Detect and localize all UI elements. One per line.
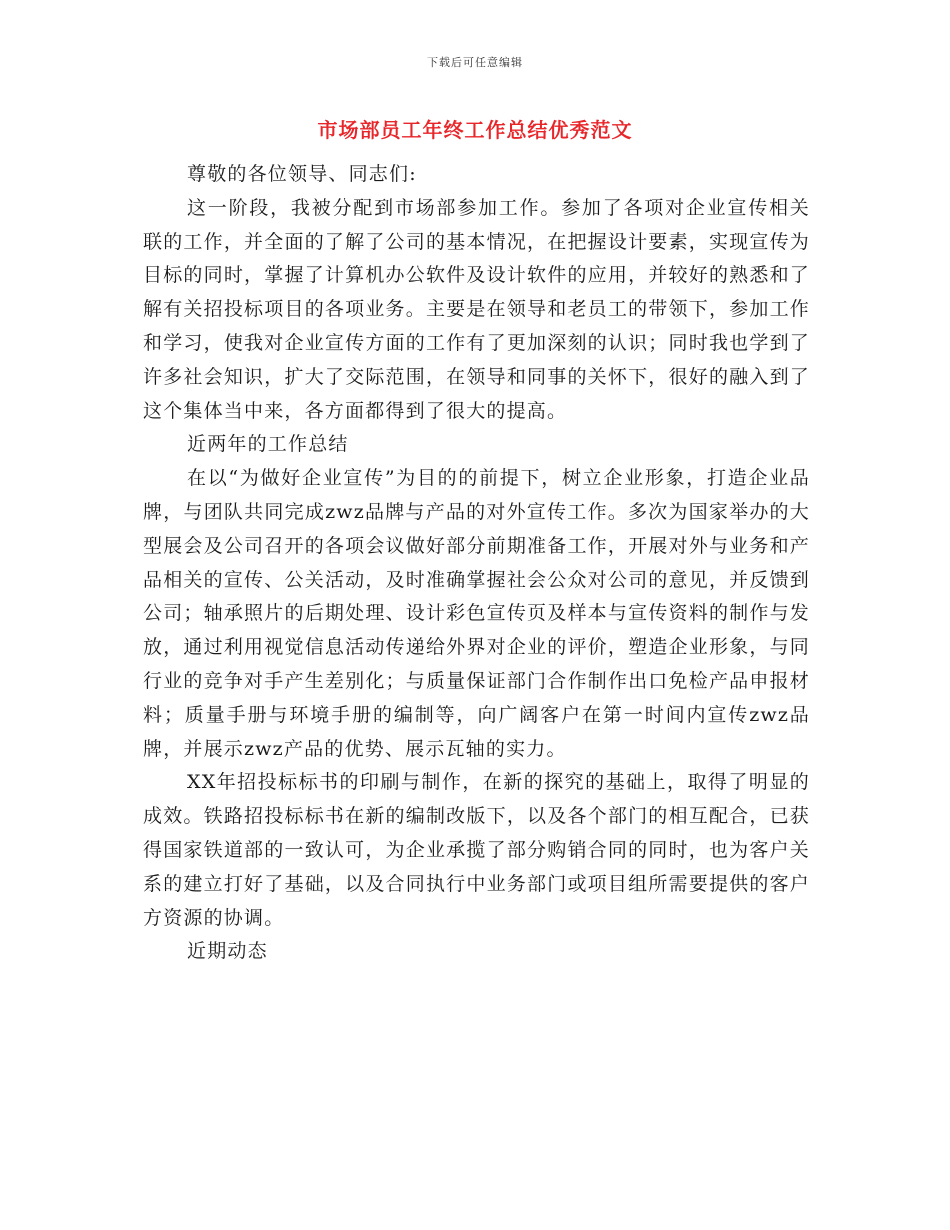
body-paragraph-bidding: XX年招投标标书的印刷与制作，在新的探究的基础上，取得了明显的成效。铁路招投标标书在新的编制改版下，以及各个部门的相互配合，已获得国家铁道部的一致认可，为企业承揽了部分购销合同的同时，也为客户关系的建立打好了基础，以及合同执行中业务部门或项目组所需要提供的客户方资源的协调。 — [143, 771, 810, 929]
document-body — [143, 158, 810, 969]
body-paragraph-intro: 这一阶段，我被分配到市场部参加工作。参加了各项对企业宣传相关联的工作，并全面的了解了公司的基本情况，在把握设计要素，实现宣传为目标的同时，掌握了计算机办公软件及设计软件的应用，并较好的熟悉和了解有关招投标项目的各项业务。主要是在领导和老员工的带领下，参加工作和学习，使我对企业宣传方面的工作有了更加深刻的认识；同时我也学到了许多社会知识，扩大了交际范围，在领导和同事的关怀下，很好的融入到了这个集体当中来，各方面都得到了很大的提高。 — [143, 196, 810, 422]
header-note: 下载后可任意编辑 — [427, 56, 523, 69]
salutation: 尊敬的各位领导、同志们: — [187, 163, 417, 185]
document-title: 市场部员工年终工作总结优秀范文 — [317, 118, 633, 142]
section-heading-two-year-summary: 近两年的工作总结 — [187, 433, 349, 456]
section-heading-recent-news: 近期动态 — [187, 940, 268, 963]
body-paragraph-publicity: 在以“为做好企业宣传”为目的的前提下，树立企业形象，打造企业品牌，与团队共同完成zwz品牌与产品的对外宣传工作。多次为国家举办的大型展会及公司召开的各项会议做好部分前期准备工作，开展对外与业务和产品相关的宣传、公关活动，及时准确掌握社会公众对公司的意见，并反馈到公司；轴承照片的后期处理、设计彩色宣传页及样本与宣传资料的制作与发放，通过利用视觉信息活动传递给外界对企业的评价，塑造企业形象，与同行业的竞争对手产生差别化；与质量保证部门合作制作出口免检产品申报材料；质量手册与环境手册的编制等，向广阔客户在第一时间内宣传zwz品牌，并展示zwz产品的优势、展示瓦轴的实力。 — [143, 467, 810, 760]
